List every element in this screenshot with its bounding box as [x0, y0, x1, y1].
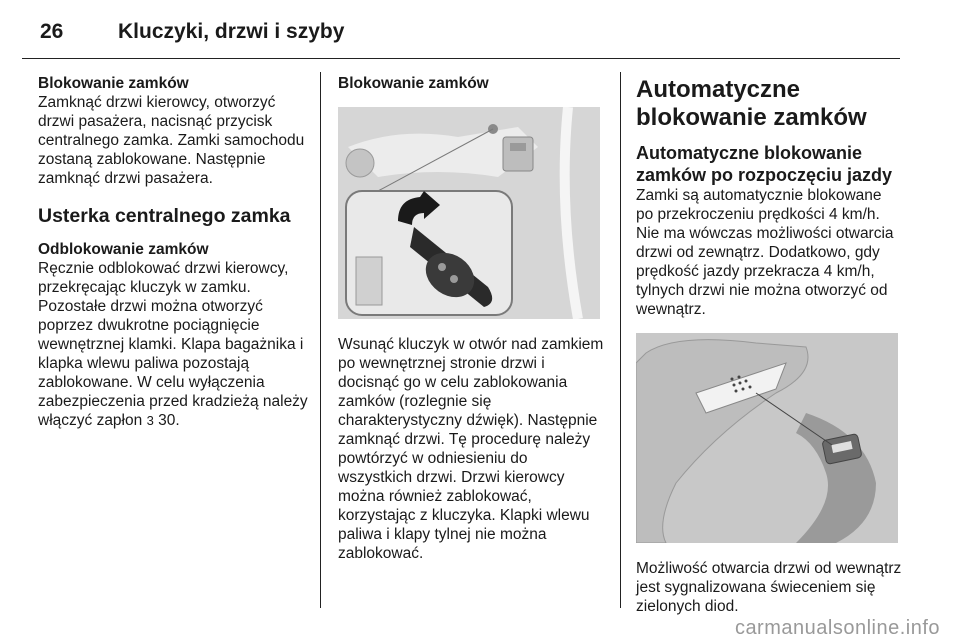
door-handle-illustration — [636, 333, 898, 543]
column-divider-2 — [620, 72, 621, 608]
door-handle-figure — [636, 333, 898, 543]
paragraph-lock: Zamknąć drzwi kierowcy, otworzyć drzwi pasażera, nacisnąć przycisk centralnego zamka. Zamki samochodu zostaną zablokowane. Następnie zamknąć drzwi pasażera. — [38, 94, 305, 187]
caption-green-leds: Możliwość otwarcia drzwi od wewnątrz jest sygnalizowana świeceniem się zielonych diod. — [636, 560, 902, 615]
heading-unlock: Odblokowanie zamków — [38, 241, 209, 258]
page-number: 26 — [40, 20, 64, 43]
column-1 — [38, 74, 308, 430]
heading-lock: Blokowanie zamków — [38, 75, 189, 92]
paragraph-auto-lock: Zamki są automatycznie blokowane po przekroczeniu prędkości 4 km/h. Nie ma wówczas możliwości otwarcia drzwi od zewnątrz. Dodatkowo, gdy prędkość jazdy przekracza 4 km/h, tylnych drzwi nie można otworzyć od wewnątrz. — [636, 187, 894, 318]
door-lock-figure — [338, 107, 600, 319]
door-lock-illustration — [338, 107, 600, 319]
heading-lock-2: Blokowanie zamków — [338, 75, 489, 92]
column-divider-1 — [320, 72, 321, 608]
paragraph-unlock — [38, 259, 308, 430]
paragraph-unlock-text: Ręcznie odblokować drzwi kierowcy, przekręcając kluczyk w zamku. Pozostałe drzwi można otworzyć poprzez dwukrotne pociągnięcie wewnętrznej klamki. Klapa bagażnika i klapka wlewu paliwa pozostają zablokowane. W celu wyłączenia zabezpieczenia przed kradzieżą należy włączyć zapłon — [38, 260, 308, 429]
header-divider — [22, 58, 900, 59]
page-header — [22, 16, 900, 56]
xref-page-link[interactable]: 30. — [158, 412, 180, 429]
column-3 — [636, 76, 902, 616]
subheading-auto-lock-driving: Automatyczne blokowanie zamków po rozpoczęciu jazdy — [636, 143, 893, 185]
section-heading-fault: Usterka centralnego zamka — [38, 205, 291, 227]
caption-lock-procedure: Wsunąć kluczyk w otwór nad zamkiem po wewnętrznej stronie drzwi i docisnąć go w celu zablokowania zamków (rozlegnie się charakterystyczny dźwięk). Następnie zamknąć drzwi. Tę procedurę należy powtórzyć w odniesieniu do wszystkich drzwi. Drzwi kierowcy można również zablokować, korzystając z kluczyka. Klapki wlewu paliwa i klapy tylnej nie można zablokować. — [338, 336, 604, 562]
column-2 — [338, 74, 604, 563]
heading-auto-lock: Automatyczne blokowanie zamków — [636, 76, 867, 131]
watermark: carmanualsonline.info — [734, 617, 940, 639]
page-title: Kluczyki, drzwi i szyby — [118, 20, 345, 43]
xref-arrow-icon[interactable]: 3 — [146, 413, 154, 428]
